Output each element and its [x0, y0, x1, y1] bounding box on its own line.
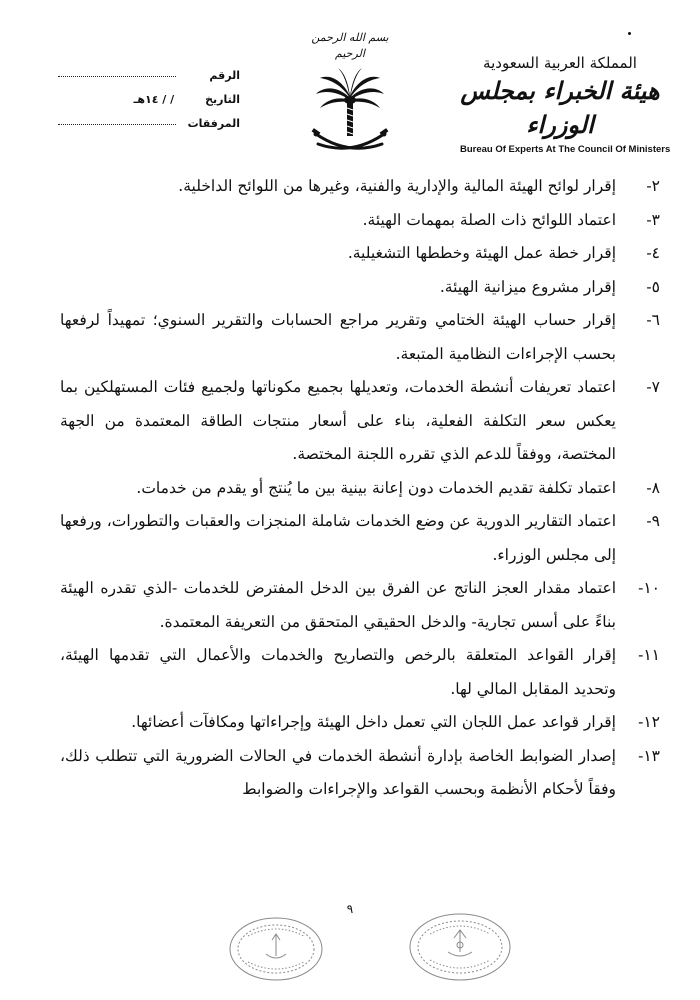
clause-text: اعتماد مقدار العجز الناتج عن الفرق بين الدخل المفترض للخدمات -الذي تقدره الهيئة بناءً على أسس تجارية- والدخل الحقيقي المتحقق من التعريفة المعتمدة.	[60, 579, 616, 631]
clause-number: ٢-	[646, 177, 660, 195]
clause-text: إقرار مشروع ميزانية الهيئة.	[439, 277, 616, 296]
clause-text: اعتماد تكلفة تقديم الخدمات دون إعانة بينية بين ما يُنتج أو يقدم من خدمات.	[136, 478, 616, 497]
dot-mark	[628, 32, 631, 35]
official-stamp-left-icon	[228, 916, 324, 982]
clause-item	[60, 706, 660, 740]
emblem-block	[295, 30, 405, 160]
clause-text: إقرار قواعد عمل اللجان التي تعمل داخل الهيئة وإجراءاتها ومكافآت أعضائها.	[131, 713, 616, 731]
clause-text: إقرار حساب الهيئة الختامي وتقرير مراجع الحسابات والتقرير السنوي؛ تمهيداً لرفعها بحسب الإجراءات النظامية المتبعة.	[60, 311, 616, 363]
clause-text: إقرار لوائح الهيئة المالية والإدارية والفنية، وغيرها من اللوائح الداخلية.	[178, 177, 616, 195]
clause-number: ٩-	[646, 512, 660, 530]
letterhead	[0, 0, 700, 160]
clause-item	[60, 271, 660, 305]
ref-number-label: الرقم	[209, 69, 240, 82]
organization-block	[460, 52, 671, 155]
clause-item	[60, 505, 660, 572]
clause-item	[60, 740, 660, 807]
clause-item	[60, 304, 660, 371]
saudi-palm-swords-emblem-icon	[308, 64, 392, 160]
clause-text: إصدار الضوابط الخاصة بإدارة أنشطة الخدمات في الحالات الضرورية التي تتطلب ذلك، وفقاً لأحكام الأنظمة وبحسب القواعد والإجراءات والضوابط	[60, 746, 616, 798]
date-row	[40, 88, 240, 112]
clause-item	[60, 472, 660, 506]
clause-number: ٣-	[646, 210, 660, 229]
clause-number: ٦-	[646, 311, 660, 329]
date-value: / / ١٤هـ	[133, 93, 175, 106]
date-label: التاريخ	[205, 93, 240, 106]
clause-number: ٧-	[646, 378, 660, 396]
ref-number-row	[40, 64, 240, 88]
clause-item	[60, 237, 660, 271]
clause-text: إقرار القواعد المتعلقة بالرخص والتصاريح والخدمات والأعمال التي تقدمها الهيئة، وتحديد المقابل المالي لها.	[60, 646, 616, 698]
clause-number: ٤-	[646, 244, 660, 262]
attachments-line	[58, 123, 176, 125]
clause-number: ١٠-	[638, 579, 660, 597]
attachments-label: المرفقات	[187, 117, 240, 130]
clause-text: اعتماد التقارير الدورية عن وضع الخدمات شاملة المنجزات والعقبات والتطورات، ورفعها إلى مجلس الوزراء.	[60, 512, 616, 564]
ref-number-line	[58, 75, 176, 77]
clause-text: اعتماد تعريفات أنشطة الخدمات، وتعديلها بجميع مكوناتها ولجميع فئات المستهلكين بما يعكس سعر التكلفة الفعلية، بناء على أسعار منتجات الطاقة المعتمدة من الجهة المختصة، ووفقاً للدعم الذي تقرره اللجنة المختصة.	[60, 378, 616, 463]
clause-item	[60, 204, 660, 238]
clause-item	[60, 572, 660, 639]
clause-number: ٨-	[646, 478, 660, 497]
basmala: بسم الله الرحمن الرحيم	[311, 31, 389, 60]
reference-meta	[40, 64, 240, 136]
clause-item	[60, 170, 660, 204]
clause-number: ١٢-	[638, 713, 660, 731]
clause-item	[60, 639, 660, 706]
clause-item	[60, 371, 660, 472]
page-number: ٩	[346, 902, 354, 916]
org-kingdom: المملكة العربية السعودية	[483, 54, 637, 72]
official-stamp-right-icon	[408, 912, 512, 982]
clause-text: اعتماد اللوائح ذات الصلة بمهمات الهيئة.	[362, 210, 616, 229]
clause-number: ٥-	[646, 277, 660, 296]
attachments-row	[40, 112, 240, 136]
numbered-clauses	[60, 170, 660, 807]
org-name: هيئة الخبراء بمجلس الوزراء	[460, 76, 660, 139]
clause-number: ١١-	[638, 646, 660, 664]
clause-number: ١٣-	[638, 746, 660, 765]
org-english: Bureau Of Experts At The Council Of Ministers	[460, 144, 671, 155]
clause-text: إقرار خطة عمل الهيئة وخططها التشغيلية.	[347, 244, 616, 262]
